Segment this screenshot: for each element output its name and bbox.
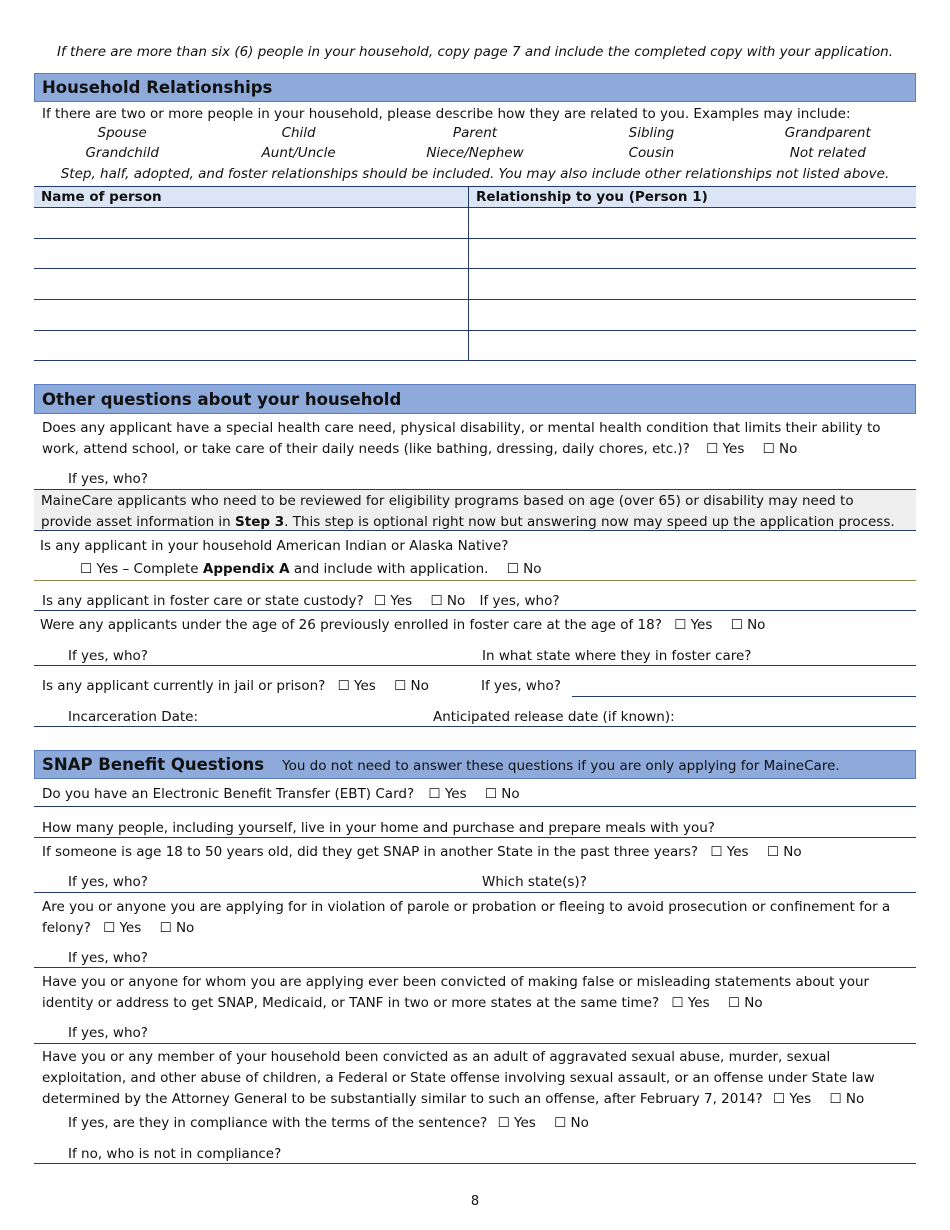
col-name-header: Name of person [34,187,469,207]
note-line: provide asset information in Step 3. This step is optional right now but answering now may speed up the application process. [41,514,895,530]
special-needs-question [42,418,881,460]
question-text: Is any applicant in foster care or state custody? [42,593,364,609]
noncompliance-label: If no, who is not in compliance? [68,1146,282,1162]
if-yes-who-label: If yes, who? [68,471,148,487]
native-question: Is any applicant in your household American Indian or Alaska Native? [40,538,509,554]
example-item: Grandchild [85,145,159,161]
relationship-table-body [34,208,916,360]
section-title: Household Relationships [42,78,273,97]
page-number: 8 [470,1194,480,1209]
jail-who-input-line[interactable] [572,696,916,697]
jail-question [42,676,429,697]
question-line: Have you or anyone for whom you are applying ever been convicted of making false or misleading statements about your [42,974,870,990]
example-item: Cousin [628,145,675,161]
yes-checkbox[interactable]: ☐ Yes [428,786,467,802]
example-item: Child [281,125,316,141]
if-yes-who-label: If yes, who? [479,593,560,609]
question-text: If someone is age 18 to 50 years old, did they get SNAP in another State in the past three years? [42,844,699,860]
no-checkbox[interactable]: ☐ No [829,1091,865,1107]
examples-row-2 [34,145,916,161]
question-line [42,993,869,1014]
question-text: Do you have an Electronic Benefit Transfer (EBT) Card? [42,786,415,802]
parole-question [42,897,890,939]
no-checkbox[interactable]: ☐ No [159,920,195,936]
release-date-label: Anticipated release date (if known): [433,709,675,725]
question-text: felony? [42,920,91,936]
no-checkbox[interactable]: ☐ No [727,995,763,1011]
copy-page-note: If there are more than six (6) people in your household, copy page 7 and include the completed copy with your application. [56,44,894,60]
native-answers [80,559,542,580]
foster-state-label: In what state where they in foster care? [482,648,752,664]
no-checkbox[interactable]: ☐ No [430,593,466,609]
section-title: Other questions about your household [42,390,402,409]
if-yes-who-label: If yes, who? [68,874,148,890]
no-checkbox[interactable]: ☐ No [762,441,798,457]
divider [34,726,916,727]
if-yes-who-label: If yes, who? [68,1025,148,1041]
name-cell-2[interactable] [34,239,468,269]
divider [34,665,916,666]
example-item: Sibling [628,125,675,141]
question-line: Does any applicant have a special health care need, physical disability, or mental health condition that limits their ability to [42,420,881,436]
relationships-intro: If there are two or more people in your household, please describe how they are related to you. Examples may include: [42,106,851,122]
divider [34,1163,916,1164]
example-item: Not related [789,145,866,161]
question-line [42,1089,875,1110]
step-3-label: Step 3 [235,514,285,530]
divider [34,1043,916,1044]
example-item: Spouse [97,125,147,141]
question-line [42,918,890,939]
yes-checkbox[interactable]: ☐ Yes [497,1115,536,1131]
divider [34,967,916,968]
question-text: determined by the Attorney General to be substantially similar to such an offense, after February 7, 2014? [42,1091,763,1107]
asset-info-note [34,489,916,531]
example-item: Niece/Nephew [426,145,524,161]
other-state-question [42,842,802,863]
yes-checkbox[interactable]: ☐ Yes [710,844,749,860]
divider [34,610,916,611]
yes-checkbox[interactable]: ☐ Yes [103,920,142,936]
false-statement-question [42,972,869,1014]
question-text: work, attend school, or take care of their daily needs (like bathing, dressing, daily chores, etc.)? [42,441,690,457]
relationship-cell-5[interactable] [469,331,916,360]
divider [34,806,916,807]
name-cell-3[interactable] [34,269,468,299]
no-checkbox[interactable]: ☐ No [554,1115,589,1131]
question-line: exploitation, and other abuse of children, a Federal or State offense involving sexual assault, or an offense under State law [42,1070,875,1086]
conviction-question [42,1047,875,1110]
yes-checkbox[interactable]: ☐ Yes [772,1091,812,1107]
foster-26-question [40,615,765,636]
relationship-table-header [34,186,916,208]
question-text: Is any applicant currently in jail or prison? [42,678,326,694]
relationships-footnote: Step, half, adopted, and foster relationships should be included. You may also include other relationships not listed above. [60,166,890,182]
example-item: Grandparent [784,125,871,141]
native-no-checkbox[interactable]: ☐ No [506,561,542,577]
no-checkbox[interactable]: ☐ No [730,617,766,633]
yes-checkbox[interactable]: ☐ Yes [674,617,713,633]
row-divider [34,360,916,361]
incarceration-date-label: Incarceration Date: [68,709,199,725]
examples-row-1 [34,125,916,141]
relationship-cell-3[interactable] [469,269,916,299]
relationship-cell-2[interactable] [469,239,916,269]
question-line: Are you or anyone you are applying for in violation of parole or probation or fleeing to avoid prosecution or confinement for a [42,899,891,915]
yes-checkbox[interactable]: ☐ Yes [373,593,413,609]
relationship-cell-1[interactable] [469,208,916,238]
ebt-question [42,784,520,805]
section-subtitle: You do not need to answer these questions if you are only applying for MaineCare. [282,758,840,774]
name-cell-1[interactable] [34,208,468,238]
if-yes-who-label: If yes, who? [68,648,148,664]
name-cell-4[interactable] [34,300,468,330]
section-header-snap [34,750,916,779]
people-question: How many people, including yourself, live in your home and purchase and prepare meals with you? [42,820,715,836]
example-item: Aunt/Uncle [261,145,336,161]
divider [34,892,916,893]
relationship-cell-4[interactable] [469,300,916,330]
question-text: identity or address to get SNAP, Medicaid, or TANF in two or more states at the same time? [42,995,660,1011]
if-yes-who-label: If yes, who? [481,678,561,694]
question-line: Have you or any member of your household been convicted as an adult of aggravated sexual abuse, murder, sexual [42,1049,831,1065]
no-checkbox[interactable]: ☐ No [394,678,429,694]
which-states-label: Which state(s)? [482,874,587,890]
section-header-relationships [34,73,916,102]
compliance-question [68,1113,589,1134]
note-line: MaineCare applicants who need to be reviewed for eligibility programs based on age (over 65) or disability may need to [41,493,854,509]
yes-checkbox[interactable]: ☐ Yes [671,995,710,1011]
question-line [42,439,881,460]
yes-checkbox[interactable]: ☐ Yes [337,678,376,694]
no-checkbox[interactable]: ☐ No [484,786,520,802]
foster-question [42,591,560,612]
question-text: Were any applicants under the age of 26 previously enrolled in foster care at the age of 18? [40,617,662,633]
col-relationship-header: Relationship to you (Person 1) [476,189,708,205]
divider [34,837,916,838]
question-text: If yes, are they in compliance with the terms of the sentence? [68,1115,488,1131]
section-header-household [34,384,916,414]
name-cell-5[interactable] [34,331,468,360]
native-yes-checkbox[interactable]: ☐ Yes – Complete Appendix A and include with application. [80,561,489,577]
if-yes-who-label: If yes, who? [68,950,148,966]
example-item: Parent [452,125,498,141]
no-checkbox[interactable]: ☐ No [766,844,802,860]
section-title: SNAP Benefit Questions [42,755,265,774]
divider [34,580,916,581]
yes-checkbox[interactable]: ☐ Yes [706,441,745,457]
